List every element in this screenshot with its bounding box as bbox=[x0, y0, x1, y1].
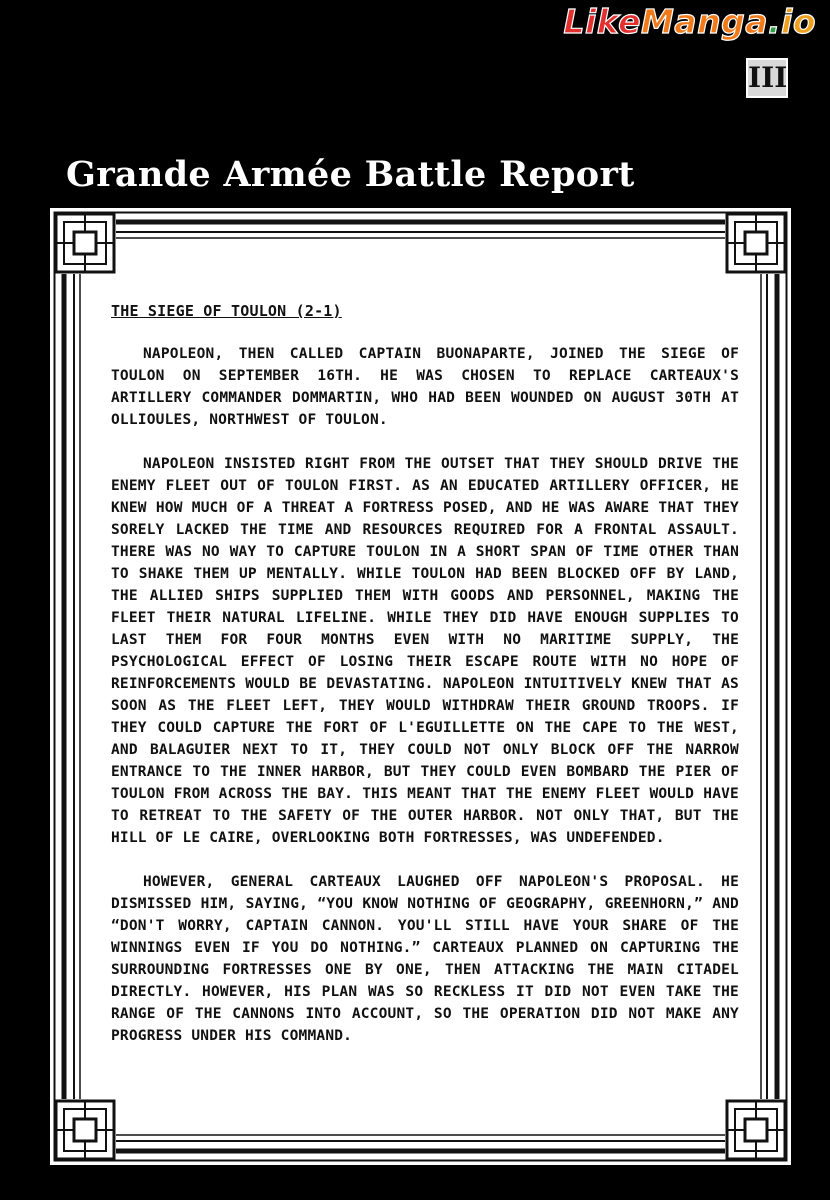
corner-ornament-bottom-right bbox=[727, 1101, 785, 1159]
chapter-number-badge: III bbox=[746, 58, 788, 98]
article-paragraph: NAPOLEON INSISTED RIGHT FROM THE OUTSET THAT THEY SHOULD DRIVE THE ENEMY FLEET OUT OF TOULON FIRST. AS AN EDUCATED ARTILLERY OFFICER, HE KNEW HOW MUCH OF A THREAT A FORTRESS POSED, AND HE WAS AWARE THAT THEY SORELY LACKED THE TIME AND RESOURCES REQUIRED FOR A FRONTAL ASSAULT. THERE WAS NO WAY TO CAPTURE TOULON IN A SHORT SPAN OF TIME OTHER THAN TO SHAKE THEM UP MENTALLY. WHILE TOULON HAD BEEN BLOCKED OFF BY LAND, THE ALLIED SHIPS SUPPLIED THEM WITH GOODS AND PERSONNEL, MAKING THE FLEET THEIR NATURAL LIFELINE. WHILE THEY DID HAVE ENOUGH SUPPLIES TO LAST THEM FOR FOUR MONTHS EVEN WITH NO MARITIME SUPPLY, THE PSYCHOLOGICAL EFFECT OF LOSING THEIR ESCAPE ROUTE WITH NO HOPE OF REINFORCEMENTS WOULD BE DEVASTATING. NAPOLEON INTUITIVELY KNEW THAT AS SOON AS THE FLEET LEFT, THEY WOULD WITHDRAW THEIR GROUND TROOPS. IF THEY COULD CAPTURE THE FORT OF L'EGUILLETTE ON THE CAPE TO THE WEST, AND BALAGUIER NEXT TO IT, THEY COULD NOT ONLY BLOCK OFF THE NARROW ENTRANCE TO THE INNER HARBOR, BUT THEY COULD EVEN BOMBARD THE PIER OF TOULON FROM ACROSS THE BAY. THIS MEANT THAT THE ENEMY FLEET WOULD HAVE TO RETREAT TO THE SAFETY OF THE OUTER HARBOR. NOT ONLY THAT, BUT THE HILL OF LE CAIRE, OVERLOOKING BOTH FORTRESSES, WAS UNDEFENDED. bbox=[111, 456, 739, 846]
site-watermark bbox=[563, 2, 816, 41]
report-panel bbox=[50, 208, 791, 1165]
watermark-part-4: io bbox=[781, 2, 816, 41]
corner-ornament-top-right bbox=[727, 214, 785, 272]
watermark-part-1: Like bbox=[563, 2, 641, 41]
watermark-part-2: Manga bbox=[640, 2, 768, 41]
corner-ornament-bottom-left bbox=[56, 1101, 114, 1159]
article-paragraph: HOWEVER, GENERAL CARTEAUX LAUGHED OFF NAPOLEON'S PROPOSAL. HE DISMISSED HIM, SAYING, “YOU KNOW NOTHING OF GEOGRAPHY, GREENHORN,” AND “DON'T WORRY, CAPTAIN CANNON. YOU'LL STILL HAVE YOUR SHARE OF THE WINNINGS EVEN IF YOU DO NOTHING.” CARTEAUX PLANNED ON CAPTURING THE SURROUNDING FORTRESSES ONE BY ONE, THEN ATTACKING THE MAIN CITADEL DIRECTLY. HOWEVER, HIS PLAN WAS SO RECKLESS IT DID NOT EVEN TAKE THE RANGE OF THE CANNONS INTO ACCOUNT, SO THE OPERATION DID NOT MAKE ANY PROGRESS UNDER HIS COMMAND. bbox=[111, 874, 739, 1044]
corner-ornament-top-left bbox=[56, 214, 114, 272]
article-paragraph: NAPOLEON, THEN CALLED CAPTAIN BUONAPARTE, JOINED THE SIEGE OF TOULON ON SEPTEMBER 16TH. HE WAS CHOSEN TO REPLACE CARTEAUX'S ARTILLERY COMMANDER DOMMARTIN, WHO HAD BEEN WOUNDED ON AUGUST 30TH AT OLLIOULES, NORTHWEST OF TOULON. bbox=[111, 346, 739, 428]
page-title: Grande Armée Battle Report bbox=[66, 154, 635, 195]
article-title: THE SIEGE OF TOULON (2-1) bbox=[111, 302, 342, 320]
article-body bbox=[111, 300, 739, 1047]
watermark-part-3: . bbox=[767, 2, 782, 41]
